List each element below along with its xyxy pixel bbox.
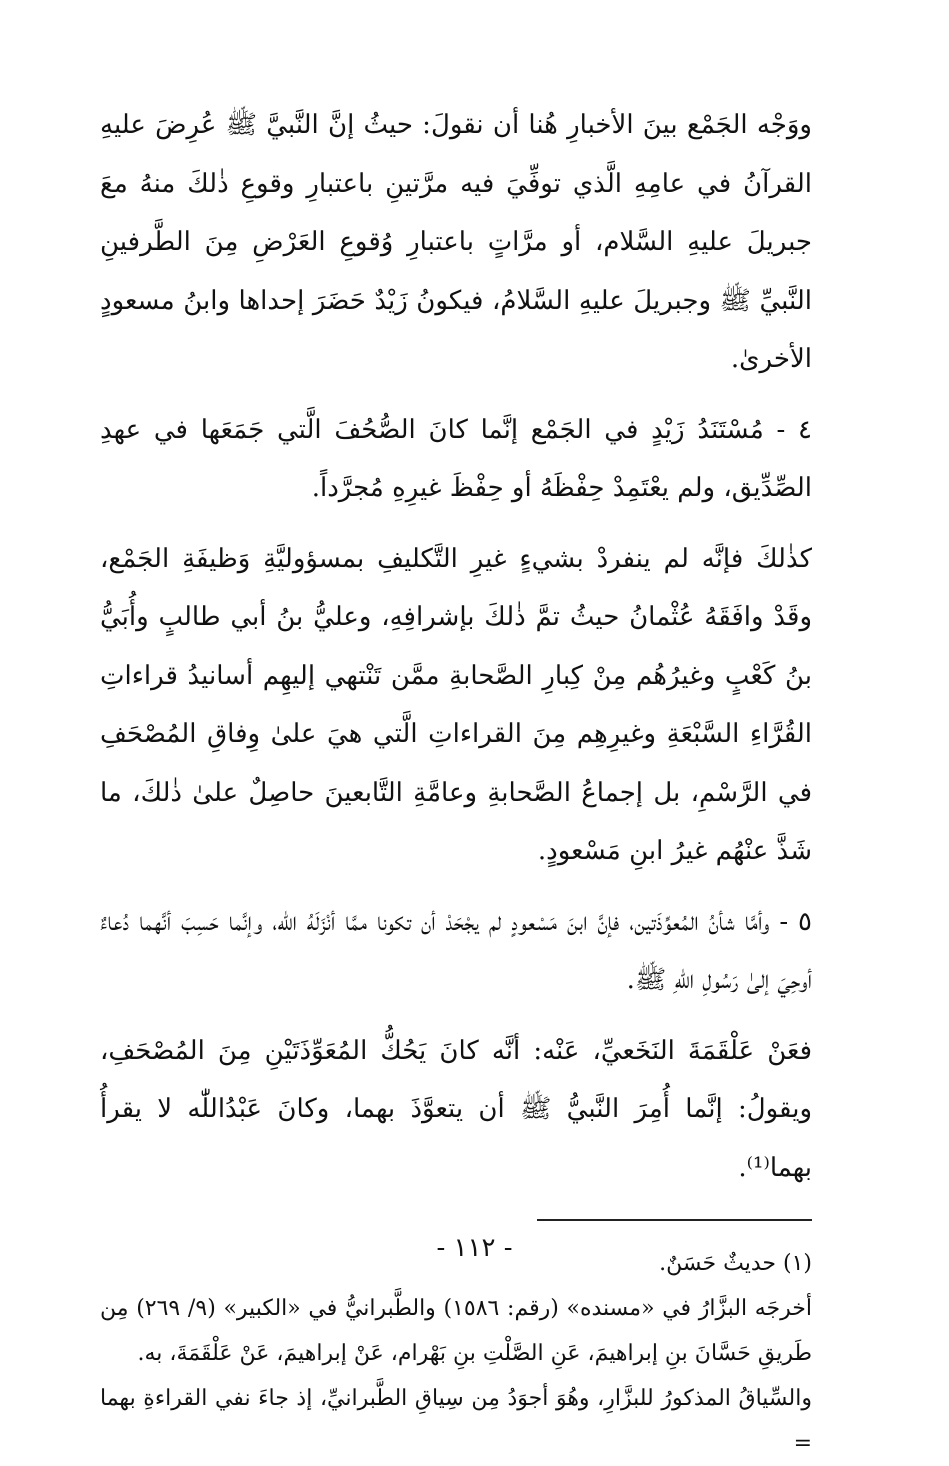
footnote-1-continued: والسِّياقُ المذكورُ للبزَّارِ، وهُوَ أجوَدُ مِن سِياقِ الطَّبرانيِّ، إذ جاءَ نفي القراءةِ بهما = bbox=[100, 1386, 812, 1456]
page-number: - ١١٢ - bbox=[436, 1233, 513, 1263]
paragraph-consensus: كذٰلكَ فإنَّه لم ينفردْ بشيءٍ غيرِ التَّكليفِ بمسؤوليَّةِ وَظيفَةِ الجَمْع، وقَدْ وافَقَهُ عُثْمانُ حيثُ تمَّ ذٰلكَ بإشرافِهِ، وعليُّ بنُ أبي طالبٍ وأُبَيُّ بنُ كَعْبٍ وغيرُهُم مِنْ كِبارِ الصَّحابةِ ممَّن تَنْتهي إليهِم أسانيدُ قراءاتِ القُرَّاءِ السَّبْعَةِ وغيرِهِم مِنَ القراءاتِ الَّتي هيَ علىٰ وِفاقِ المُصْحَفِ في الرَّسْمِ، بل إجماعُ الصَّحابةِ وعامَّةِ التَّابعينَ حاصِلٌ علىٰ ذٰلكَ، ما شَذَّ عنْهُم غيرُ ابنِ مَسْعودٍ. bbox=[100, 543, 812, 866]
paragraph-alqamah-narration: فعَنْ عَلْقَمَةَ النَخَعيِّ، عَنْه: أنَّه كانَ يَحُكُّ المُعَوِّذَتَيْنِ مِنَ المُصْحَفِ، ويقولُ: إنَّما أُمِرَ النَّبيُّ ﷺ أن يتعوَّذَ بهما، وكانَ عَبْدُاللّٰه لا يقرأُ بهما⁽¹⁾. bbox=[100, 1035, 812, 1183]
paragraph-hadith-reconciliation: ووَجْه الجَمْع بينَ الأخبارِ هُنا أن نقولَ: حيثُ إنَّ النَّبيَّ ﷺ عُرِضَ عليهِ القرآنُ في عامِهِ الَّذي توفِّيَ فيه مرَّتينِ باعتبارِ وقوعِ ذٰلكَ منهُ معَ جبريلَ عليهِ السَّلام، أو مرَّاتٍ باعتبارِ وُقوعِ العَرْضِ مِنَ الطَّرفينِ النَّبيِّ ﷺ وجبريلَ عليهِ السَّلامُ، فيكونُ زَيْدٌ حَضَرَ إحداها وابنُ مسعودٍ الأخرىٰ. bbox=[100, 110, 812, 374]
footnote-separator bbox=[537, 1219, 812, 1221]
document-page bbox=[100, 90, 813, 1456]
paragraph-point-5: ٥ - وأمَّا شأنُ المُعوِّذَتين، فإنَّ ابنَ مَسْعودٍ لم يجْحَدْ أن تكونا ممَّا أنْزَلَهُ اللّٰه، وإنَّما حَسِبَ أنَّهما دُعاءٌ أوحِيَ إلىٰ رَسُولِ اللّٰهِ ﷺ. bbox=[100, 906, 812, 995]
footnote-1-heading: (١) حديثٌ حَسَنٌ. bbox=[659, 1251, 812, 1276]
footnotes bbox=[100, 1241, 812, 1466]
paragraph-point-4: ٤ - مُسْتَنَدُ زَيْدٍ في الجَمْع إنَّما كانَ الصُّحُفَ الَّتي جَمَعَها في عهدِ الصِّدِّيق، ولم يعْتَمِدْ حِفْظَهُ أو حِفْظَ غيرِهِ مُجرَّداً. bbox=[100, 414, 812, 503]
footnote-1-source: أخرجَه البزَّارُ في «مسنده» (رقم: ١٥٨٦) والطَّبرانيُّ في «الكبير» (٩/ ٢٦٩) مِن طَريقِ حَسَّانَ بنِ إبراهيمَ، عَنِ الصَّلْتِ بنِ بَهْرام، عَنْ إبراهيمَ، عَنْ عَلْقَمَةَ، به. bbox=[100, 1296, 813, 1366]
